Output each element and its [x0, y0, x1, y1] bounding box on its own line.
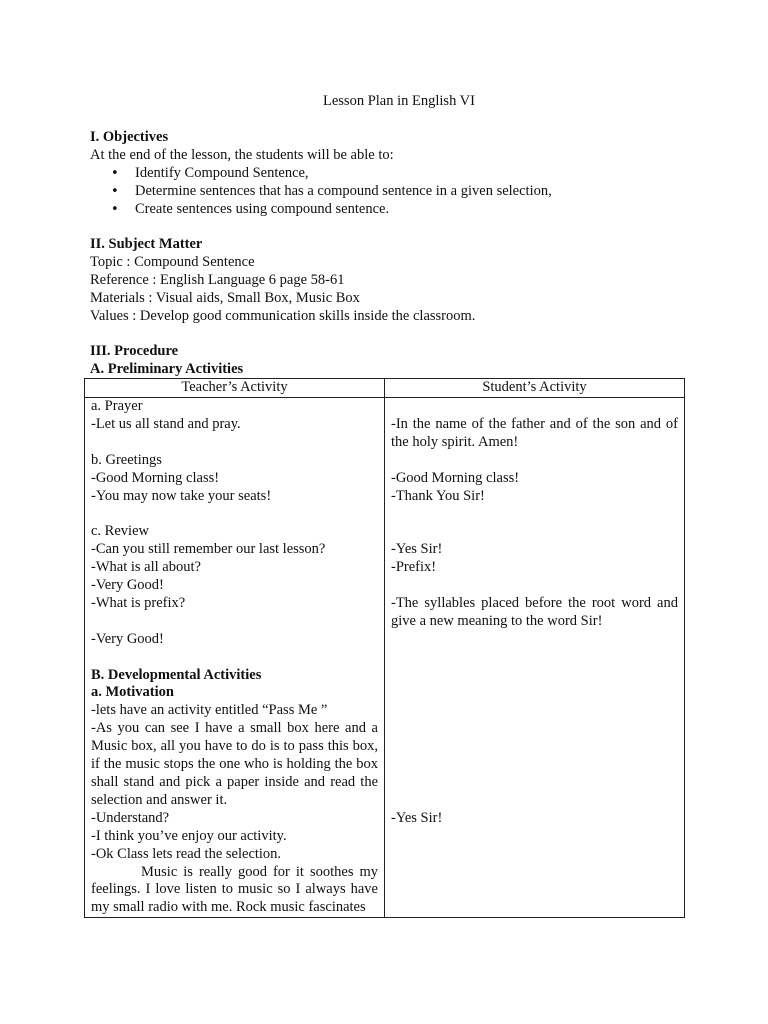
spacer — [391, 774, 678, 792]
table-header-row — [85, 379, 685, 398]
student-column-header: Student’s Activity — [385, 379, 685, 398]
spacer — [391, 398, 678, 416]
spacer — [91, 649, 378, 667]
review-line: -What is prefix? — [91, 594, 186, 611]
teacher-activity-cell — [85, 398, 385, 918]
motivation-reply: -Yes Sir! — [391, 809, 443, 826]
spacer — [391, 452, 678, 470]
spacer — [391, 649, 678, 667]
motivation-line: -Ok Class lets read the selection. — [91, 845, 282, 862]
subject-values: Values : Develop good communication skills inside the classroom. — [90, 307, 476, 324]
greetings-line: -Good Morning class! — [91, 469, 220, 486]
spacer — [91, 434, 378, 452]
spacer — [391, 505, 678, 523]
spacer — [391, 523, 678, 541]
greetings-label: b. Greetings — [91, 451, 162, 468]
greetings-reply: -Good Morning class! — [391, 469, 520, 486]
objectives-list — [90, 165, 690, 219]
objective-item: • Determine sentences that has a compound sentence in a given selection, — [90, 183, 690, 201]
spacer — [91, 505, 378, 523]
table-row — [85, 398, 685, 918]
spacer — [391, 738, 678, 756]
motivation-line: -Understand? — [91, 809, 170, 826]
procedure-heading: III. Procedure — [90, 343, 179, 359]
spacer — [391, 631, 678, 649]
developmental-heading: B. Developmental Activities — [91, 666, 262, 683]
review-line: -What is all about? — [91, 559, 201, 576]
spacer — [391, 792, 678, 810]
selection-paragraph: Music is really good for it soothes my feelings. I love listen to music so I always have my small radio with me. Rock music fascinates — [91, 863, 378, 916]
objectives-section — [90, 129, 690, 219]
greetings-line: -You may now take your seats! — [91, 487, 272, 504]
subject-topic: Topic : Compound Sentence — [90, 253, 255, 270]
spacer — [391, 577, 678, 595]
greetings-reply: -Thank You Sir! — [391, 487, 485, 504]
subject-reference: Reference : English Language 6 page 58-61 — [90, 271, 345, 288]
spacer — [391, 684, 678, 702]
review-reply: -Yes Sir! — [391, 541, 443, 558]
spacer — [391, 666, 678, 684]
activities-table — [84, 378, 685, 918]
teacher-column-header: Teacher’s Activity — [85, 379, 385, 398]
prayer-line: -Let us all stand and pray. — [91, 415, 241, 432]
motivation-line: -I think you’ve enjoy our activity. — [91, 827, 287, 844]
prayer-label: a. Prayer — [91, 398, 143, 414]
spacer — [391, 702, 678, 720]
spacer — [91, 613, 378, 631]
review-line: -Very Good! — [91, 577, 164, 594]
preliminary-heading: A. Preliminary Activities — [90, 360, 244, 377]
prayer-reply: -In the name of the father and of the son and of the holy spirit. Amen! — [391, 415, 678, 450]
objective-item: • Create sentences using compound sentence. — [90, 201, 690, 219]
objective-item: • Identify Compound Sentence, — [90, 165, 690, 183]
motivation-line: -lets have an activity entitled “Pass Me ” — [91, 702, 328, 719]
procedure-section — [90, 343, 690, 379]
review-line: -Can you still remember our last lesson? — [91, 541, 326, 558]
document-title: Lesson Plan in English VI — [323, 93, 475, 109]
subject-matter-section — [90, 236, 690, 326]
review-reply: -The syllables placed before the root word and give a new meaning to the word Sir! — [391, 594, 678, 629]
review-label: c. Review — [91, 523, 149, 540]
spacer — [391, 720, 678, 738]
student-activity-cell — [385, 398, 685, 918]
review-line: -Very Good! — [91, 630, 164, 647]
objectives-intro: At the end of the lesson, the students will be able to: — [90, 146, 394, 163]
objectives-heading: I. Objectives — [90, 129, 169, 145]
subject-materials: Materials : Visual aids, Small Box, Music Box — [90, 289, 360, 306]
review-reply: -Prefix! — [391, 559, 437, 576]
subject-matter-heading: II. Subject Matter — [90, 236, 203, 252]
motivation-heading: a. Motivation — [91, 684, 174, 701]
spacer — [391, 756, 678, 774]
motivation-paragraph: -As you can see I have a small box here and a Music box, all you have to do is to pass this box, if the music stops the one who is holding the box shall stand and pick a paper inside and read the selection and answer it. — [91, 720, 378, 808]
